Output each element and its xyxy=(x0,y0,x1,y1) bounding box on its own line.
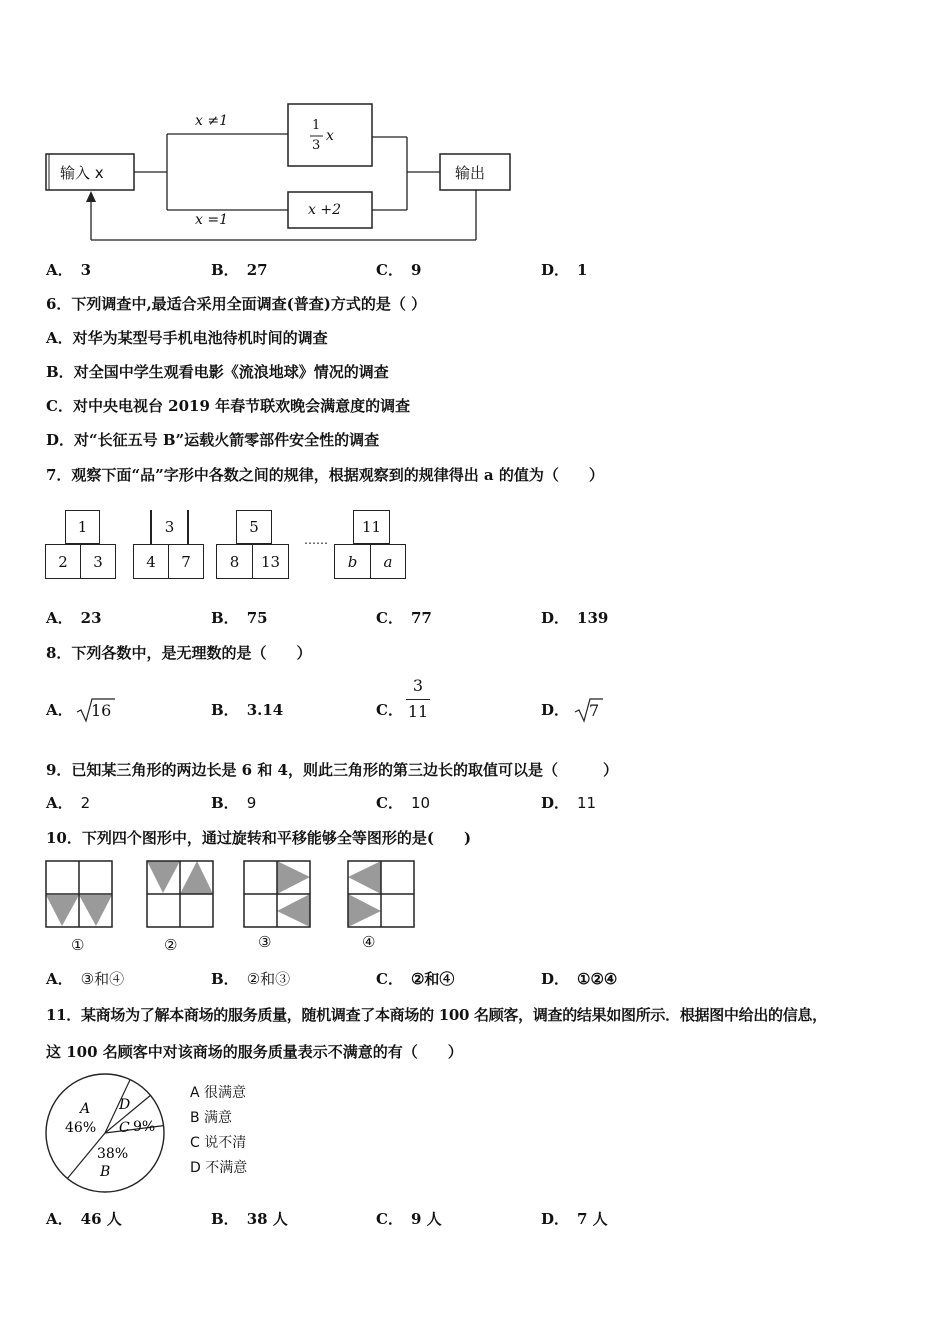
q9-option-d: D． 11 xyxy=(541,794,597,812)
q11-stem-line1: 11．某商场为了解本商场的服务质量，随机调查了本商场的 100 名顾客，调查的结果如图所示．根据图中给出的信息， xyxy=(46,1006,827,1024)
q10-figure-3 xyxy=(244,861,310,927)
q8-frac-num: 3 xyxy=(412,676,424,695)
q10-label-2: ② xyxy=(164,936,178,954)
q8-frac-den: 11 xyxy=(407,702,429,721)
q10-option-c: C． ②和④ xyxy=(376,970,455,988)
q10-label-1: ① xyxy=(71,936,85,954)
flow-top-num: 1 xyxy=(312,118,321,133)
q7-option-d: D． 139 xyxy=(541,609,609,627)
legend-item-a: A 很满意 xyxy=(190,1085,247,1101)
arrow-up-icon xyxy=(86,191,96,202)
q7-option-c: C． 77 xyxy=(376,609,432,627)
q9-option-c: C． 10 xyxy=(376,794,431,812)
pie-label-b-letter: B xyxy=(100,1164,111,1180)
flow-input-label: 输入 x xyxy=(60,164,104,182)
legend-item-d: D 不满意 xyxy=(190,1160,248,1176)
q9-option-a: A． 2 xyxy=(46,794,91,812)
legend-item-c: C 说不清 xyxy=(190,1135,247,1151)
pin-top-4: 11 xyxy=(353,510,390,544)
q10-label-3: ③ xyxy=(258,933,272,951)
pie-label-d-letter: D xyxy=(119,1097,131,1113)
q10-figure-4 xyxy=(348,861,414,927)
q11-option-a: A． 46 人 xyxy=(46,1210,122,1228)
flow-top-var: x xyxy=(326,128,334,144)
q6-option-b: B．对全国中学生观看电影《流浪地球》情况的调查 xyxy=(46,363,389,381)
legend-item-b: B 满意 xyxy=(190,1110,233,1126)
pin-right-1: 3 xyxy=(80,544,116,579)
pin-left-4: b xyxy=(334,544,371,579)
q8-sqrt16: 16 xyxy=(75,696,115,728)
q10-stem: 10．下列四个图形中，通过旋转和平移能够全等图形的是( ) xyxy=(46,829,472,847)
q5-option-d: D． 1 xyxy=(541,261,588,279)
q9-stem: 9．已知某三角形的两边长是 6 和 4，则此三角形的第三边长的取值可以是（ ） xyxy=(46,761,618,779)
q11-stem-line2: 这 100 名顾客中对该商场的服务质量表示不满意的有（ ） xyxy=(46,1043,463,1061)
pin-top-2: 3 xyxy=(164,518,175,536)
flow-top-den: 3 xyxy=(312,138,321,153)
pin-left-3: 8 xyxy=(216,544,253,579)
q10-figure-2 xyxy=(147,861,213,927)
q8-option-a: A． xyxy=(46,701,73,719)
q11-pie-chart xyxy=(40,1070,175,1200)
pie-label-c-pct: 9% xyxy=(133,1119,156,1135)
q6-option-a: A．对华为某型号手机电池待机时间的调查 xyxy=(46,329,328,347)
flow-bottom-label: x +2 xyxy=(308,202,341,218)
q11-option-c: C． 9 人 xyxy=(376,1210,442,1228)
q9-option-b: B． 9 xyxy=(211,794,257,812)
flow-cond-top: x ≠1 xyxy=(195,113,228,129)
flowchart-lines xyxy=(0,0,950,260)
q8-sqrt7: 7 xyxy=(573,696,603,728)
q6-stem: 6．下列调查中,最适合采用全面调查(普查)方式的是（ ） xyxy=(46,295,427,313)
flow-output-label: 输出 xyxy=(455,164,486,182)
pin-top-3: 5 xyxy=(236,510,272,544)
q10-option-d: D． ①②④ xyxy=(541,970,618,988)
q11-option-b: B． 38 人 xyxy=(211,1210,288,1228)
pin-right-4: a xyxy=(370,544,406,579)
q11-option-d: D． 7 人 xyxy=(541,1210,608,1228)
pie-label-a-letter: A xyxy=(80,1101,91,1117)
pin-top-1: 1 xyxy=(65,510,100,544)
pin-right-2: 7 xyxy=(168,544,204,579)
q7-option-b: B． 75 xyxy=(211,609,268,627)
q5-option-c: C． 9 xyxy=(376,261,422,279)
q10-figures xyxy=(40,855,440,935)
q8-option-d: D． xyxy=(541,701,570,719)
q10-option-b: B． ②和③ xyxy=(211,970,291,988)
pin-left-2: 4 xyxy=(133,544,169,579)
q8-stem: 8．下列各数中，是无理数的是（ ） xyxy=(46,644,312,662)
pin-right-3: 13 xyxy=(252,544,289,579)
pie-label-b-pct: 38% xyxy=(97,1146,129,1162)
pin-left-1: 2 xyxy=(45,544,81,579)
q8-option-b: B． 3.14 xyxy=(211,701,284,719)
q8-frac-bar xyxy=(406,699,430,700)
flow-cond-bottom: x =1 xyxy=(195,212,228,228)
q8-option-c: C． xyxy=(376,701,403,719)
q6-option-d: D．对“长征五号 B”运载火箭零部件安全性的调查 xyxy=(46,431,380,449)
q10-option-a: A． ③和④ xyxy=(46,970,125,988)
q7-ellipsis: …… xyxy=(304,533,328,547)
pie-label-a-pct: 46% xyxy=(65,1120,97,1136)
q10-figure-1 xyxy=(46,861,112,927)
q7-stem: 7．观察下面“品”字形中各数之间的规律，根据观察到的规律得出 a 的值为（ ） xyxy=(46,466,604,484)
q5-option-b: B． 27 xyxy=(211,261,268,279)
pie-label-c-letter: C xyxy=(119,1120,130,1136)
q10-label-4: ④ xyxy=(362,933,376,951)
q5-option-a: A． 3 xyxy=(46,261,92,279)
q7-option-a: A． 23 xyxy=(46,609,102,627)
q6-option-c: C．对中央电视台 2019 年春节联欢晚会满意度的调查 xyxy=(46,397,411,415)
q11-legend xyxy=(190,1081,247,1181)
